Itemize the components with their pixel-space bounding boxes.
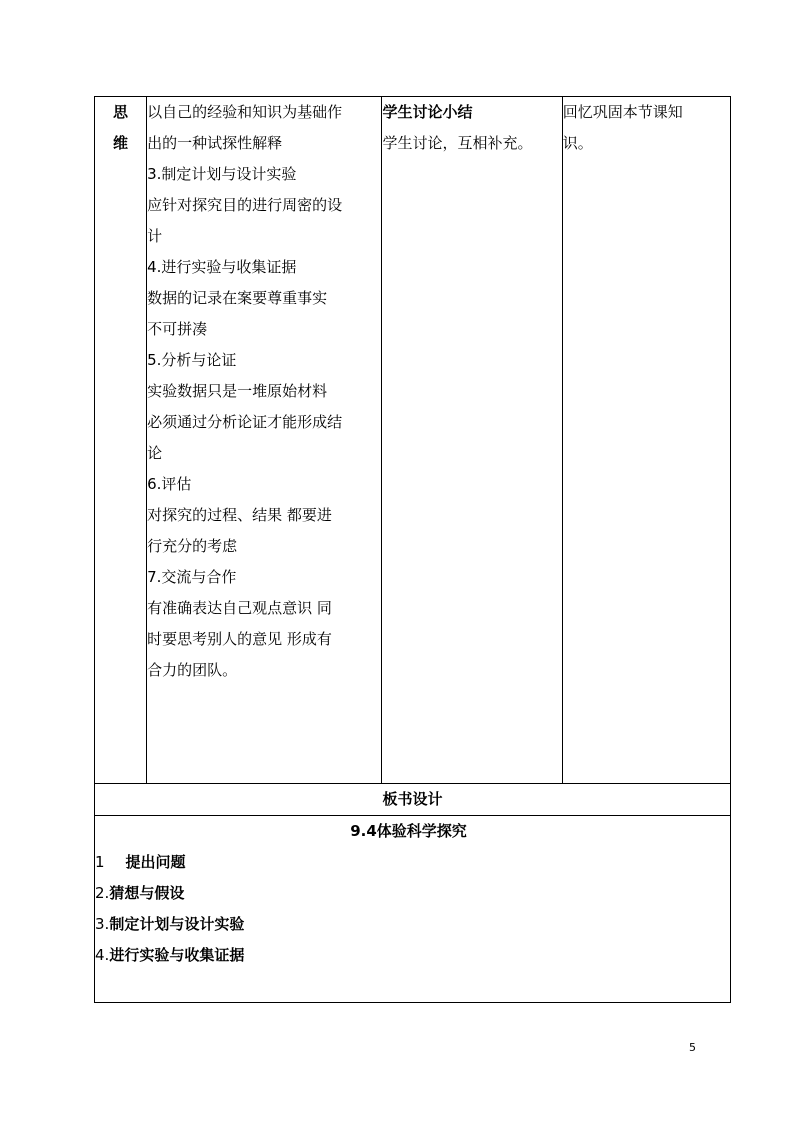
board-item-number: 4. — [95, 946, 110, 964]
student-activity-text: 学生讨论，互相补充。 — [382, 134, 533, 152]
board-item-text: 进行实验与收集证据 — [109, 946, 245, 964]
step-line: 合力的团队。 — [147, 661, 238, 679]
board-design-title: 9.4体验科学探究 — [350, 822, 467, 840]
steps-cell — [147, 97, 382, 784]
board-design-header-row — [95, 784, 731, 816]
board-design-body — [95, 816, 731, 1003]
step-line: 时要思考别人的意见 形成有 — [147, 630, 332, 648]
board-item — [95, 940, 730, 971]
lesson-step-row — [95, 97, 731, 784]
board-item-number: 3. — [95, 915, 110, 933]
board-item-text: 提出问题 — [125, 853, 186, 871]
step-line: 有准确表达自己观点意识 同 — [147, 599, 332, 617]
step-line: 数据的记录在案要尊重事实 — [147, 289, 328, 307]
step-line: 论 — [147, 444, 163, 462]
step-line: 以自己的经验和知识为基础作 — [147, 103, 343, 121]
board-item — [95, 847, 730, 878]
student-activity-title: 学生讨论小结 — [382, 103, 473, 121]
step-line: 计 — [147, 227, 163, 245]
board-item — [95, 909, 730, 940]
board-item-text: 猜想与假设 — [109, 884, 185, 902]
step-line: 不可拼凑 — [147, 320, 208, 338]
step-line: 5.分析与论证 — [147, 351, 237, 369]
board-item-text: 制定计划与设计实验 — [109, 915, 245, 933]
step-line: 对探究的过程、结果 都要进 — [147, 506, 332, 524]
board-item-number: 1 — [95, 853, 105, 871]
page-number: 5 — [689, 1041, 696, 1054]
side-label-char: 维 — [113, 134, 129, 152]
step-line: 3.制定计划与设计实验 — [147, 165, 297, 183]
side-label-cell — [95, 97, 147, 784]
board-item — [95, 878, 730, 909]
lesson-plan-table — [94, 96, 731, 1003]
side-label-char: 思 — [113, 103, 129, 121]
step-line: 7.交流与合作 — [147, 568, 237, 586]
board-item-number: 2. — [95, 884, 110, 902]
step-line: 6.评估 — [147, 475, 192, 493]
design-intent-cell — [562, 97, 730, 784]
step-line: 4.进行实验与收集证据 — [147, 258, 297, 276]
board-design-header: 板书设计 — [95, 784, 731, 816]
board-design-body-row — [95, 816, 731, 1003]
step-line: 实验数据只是一堆原始材料 — [147, 382, 328, 400]
step-line: 行充分的考虑 — [147, 537, 238, 555]
step-line: 应针对探究目的进行周密的设 — [147, 196, 343, 214]
student-activity-cell — [382, 97, 562, 784]
intent-line: 回忆巩固本节课知 — [562, 103, 683, 121]
step-line: 必须通过分析论证才能形成结 — [147, 413, 343, 431]
step-line: 出的一种试探性解释 — [147, 134, 283, 152]
intent-line: 识。 — [562, 134, 593, 152]
